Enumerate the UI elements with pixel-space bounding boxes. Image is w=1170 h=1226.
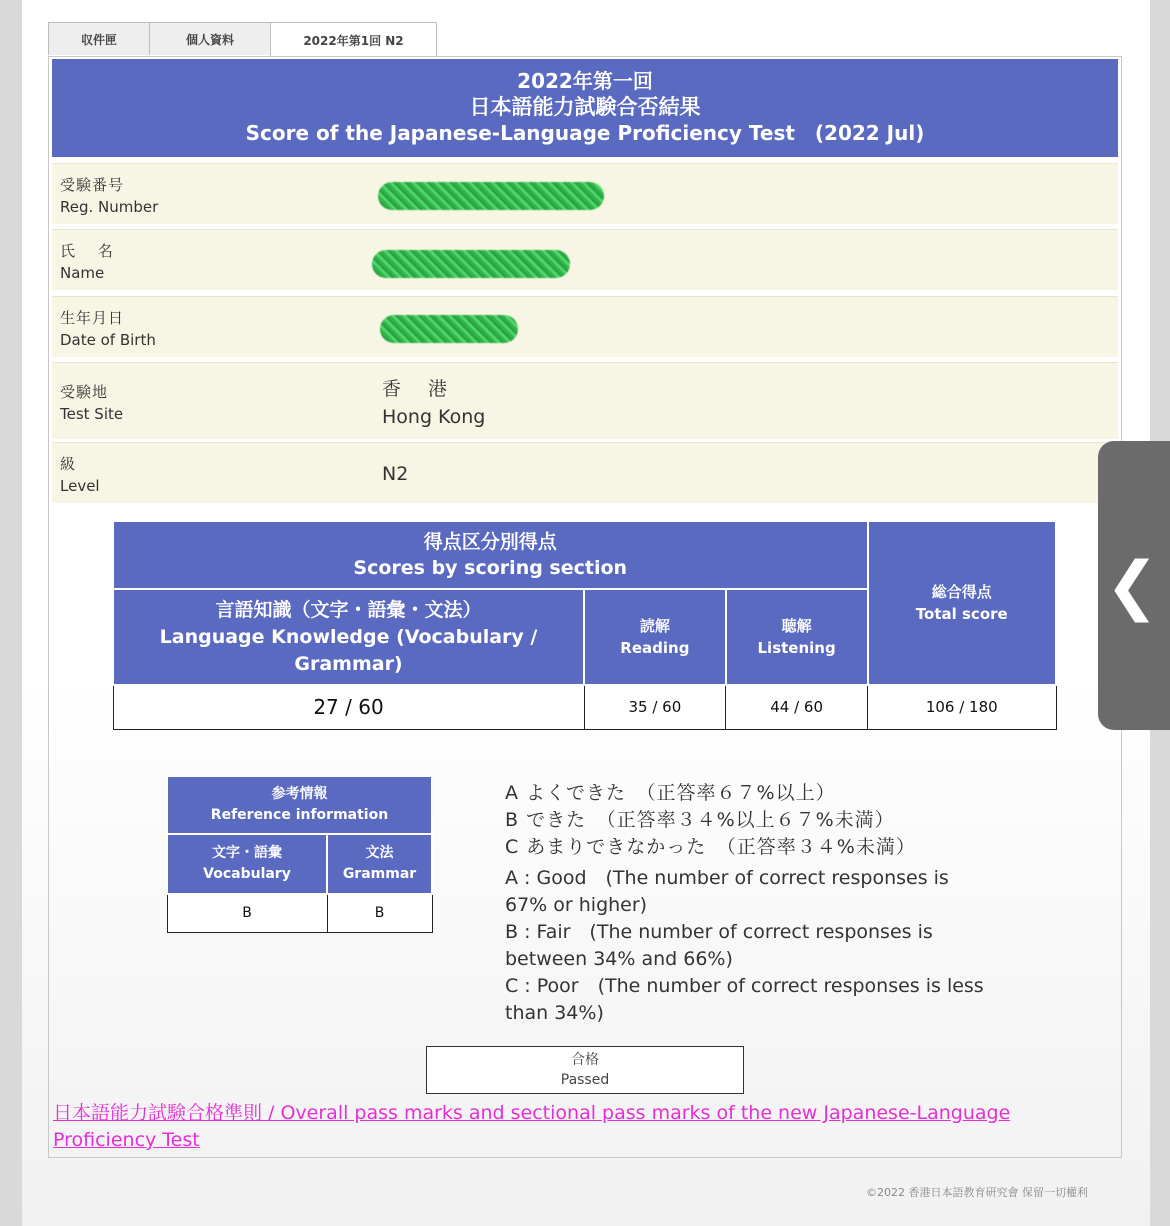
total-score: 106 / 180 bbox=[868, 685, 1057, 729]
banner-year: 2022年第一回 bbox=[517, 69, 653, 93]
listening-score: 44 / 60 bbox=[726, 685, 868, 729]
reg-number-label-en: Reg. Number bbox=[60, 198, 159, 216]
name-label-jp: 氏 名 bbox=[60, 242, 114, 260]
vocabulary-header-en: Vocabulary bbox=[203, 866, 291, 882]
result-banner bbox=[52, 59, 1118, 157]
grammar-grade: B bbox=[327, 894, 432, 932]
tab-bar bbox=[48, 22, 436, 56]
section-header-jp: 得点区分別得点 bbox=[423, 531, 557, 553]
dob-label bbox=[60, 307, 156, 351]
info-row-dob bbox=[52, 296, 1118, 357]
reading-score: 35 / 60 bbox=[584, 685, 726, 729]
side-collapse-tab[interactable] bbox=[1098, 441, 1170, 730]
legend-b-jp: B できた （正答率３４%以上６７%未満） bbox=[505, 809, 895, 831]
banner-title-jp: 日本語能力試験合否結果 bbox=[469, 95, 701, 119]
reference-header-en: Reference information bbox=[210, 807, 389, 823]
pass-result-jp: 合格 bbox=[571, 1052, 599, 1068]
language-knowledge-score: 27 / 60 bbox=[113, 685, 584, 729]
vocabulary-header-jp: 文字・語彙 bbox=[212, 845, 282, 861]
reference-header-jp: 参考情報 bbox=[271, 786, 328, 802]
chevron-left-icon: ❮ bbox=[1105, 548, 1159, 623]
name-label-en: Name bbox=[60, 264, 105, 282]
pass-result-en: Passed bbox=[560, 1072, 610, 1088]
section-header bbox=[113, 521, 868, 589]
redacted-reg-number bbox=[378, 182, 604, 210]
test-site-value bbox=[382, 375, 485, 431]
pass-result-box bbox=[426, 1046, 744, 1094]
test-site-label bbox=[60, 381, 123, 425]
total-score-header-en: Total score bbox=[915, 605, 1008, 623]
name-label bbox=[60, 240, 114, 284]
level-label bbox=[60, 453, 100, 497]
redacted-name bbox=[372, 250, 570, 278]
test-site-value-en: Hong Kong bbox=[382, 406, 486, 428]
listening-header-jp: 聴解 bbox=[781, 617, 812, 635]
grammar-header bbox=[327, 834, 432, 894]
legend-a-jp: A よくできた （正答率６７%以上） bbox=[505, 782, 836, 804]
info-row-test-site bbox=[52, 362, 1118, 439]
test-site-value-jp: 香 港 bbox=[382, 378, 452, 400]
legend-b-en: B : Fair (The number of correct responses is between 34% and 66%) bbox=[505, 921, 933, 970]
grammar-header-en: Grammar bbox=[342, 866, 417, 882]
language-knowledge-header-en: Language Knowledge (Vocabulary / Grammar) bbox=[159, 625, 538, 675]
reading-header-jp: 読解 bbox=[639, 617, 670, 635]
level-label-en: Level bbox=[60, 477, 100, 495]
grammar-header-jp: 文法 bbox=[365, 845, 394, 861]
legend-c-jp: C あまりできなかった （正答率３４%未満） bbox=[505, 836, 916, 858]
copyright-footer: ©2022 香港日本語教育研究會 保留一切權利 bbox=[866, 1186, 1088, 1199]
redacted-dob bbox=[380, 315, 518, 343]
reg-number-label-jp: 受験番号 bbox=[60, 176, 125, 194]
total-score-header-jp: 総合得点 bbox=[931, 583, 992, 601]
level-label-jp: 級 bbox=[60, 455, 77, 473]
grade-legend bbox=[505, 780, 995, 1027]
vocabulary-grade: B bbox=[167, 894, 327, 932]
score-table bbox=[112, 520, 1057, 730]
dob-label-en: Date of Birth bbox=[60, 331, 156, 349]
section-header-en: Scores by scoring section bbox=[353, 557, 628, 579]
tab-inbox[interactable]: 収件匣 bbox=[48, 22, 150, 55]
test-site-label-en: Test Site bbox=[60, 405, 124, 423]
vocabulary-header bbox=[167, 834, 327, 894]
reading-header-en: Reading bbox=[620, 639, 690, 657]
reg-number-label bbox=[60, 174, 158, 218]
reference-header bbox=[167, 776, 432, 834]
language-knowledge-header bbox=[113, 589, 584, 685]
listening-header-en: Listening bbox=[757, 639, 836, 657]
tab-result-2022-n2[interactable]: 2022年第1回 N2 bbox=[270, 22, 437, 57]
pass-marks-link[interactable]: 日本語能力試験合格準則 / Overall pass marks and sectional pass marks of the new Japanese-Language Proficiency Test bbox=[53, 1102, 1011, 1151]
legend-a-en: A : Good (The number of correct responses is 67% or higher) bbox=[505, 867, 949, 916]
info-row-level bbox=[52, 442, 1118, 503]
legend-c-en: C : Poor (The number of correct responses is less than 34%) bbox=[505, 975, 984, 1024]
reference-table bbox=[166, 775, 433, 933]
reading-header bbox=[584, 589, 726, 685]
listening-header bbox=[726, 589, 868, 685]
tab-profile[interactable]: 個人資料 bbox=[149, 22, 271, 55]
banner-title-en: Score of the Japanese-Language Proficiency Test (2022 Jul) bbox=[245, 121, 925, 145]
info-row-reg-number bbox=[52, 163, 1118, 224]
language-knowledge-header-jp: 言語知識（文字・語彙・文法） bbox=[215, 598, 482, 621]
test-site-label-jp: 受験地 bbox=[60, 383, 109, 401]
total-score-header bbox=[868, 521, 1057, 685]
level-value: N2 bbox=[382, 463, 409, 485]
info-row-name bbox=[52, 229, 1118, 290]
dob-label-jp: 生年月日 bbox=[60, 309, 125, 327]
